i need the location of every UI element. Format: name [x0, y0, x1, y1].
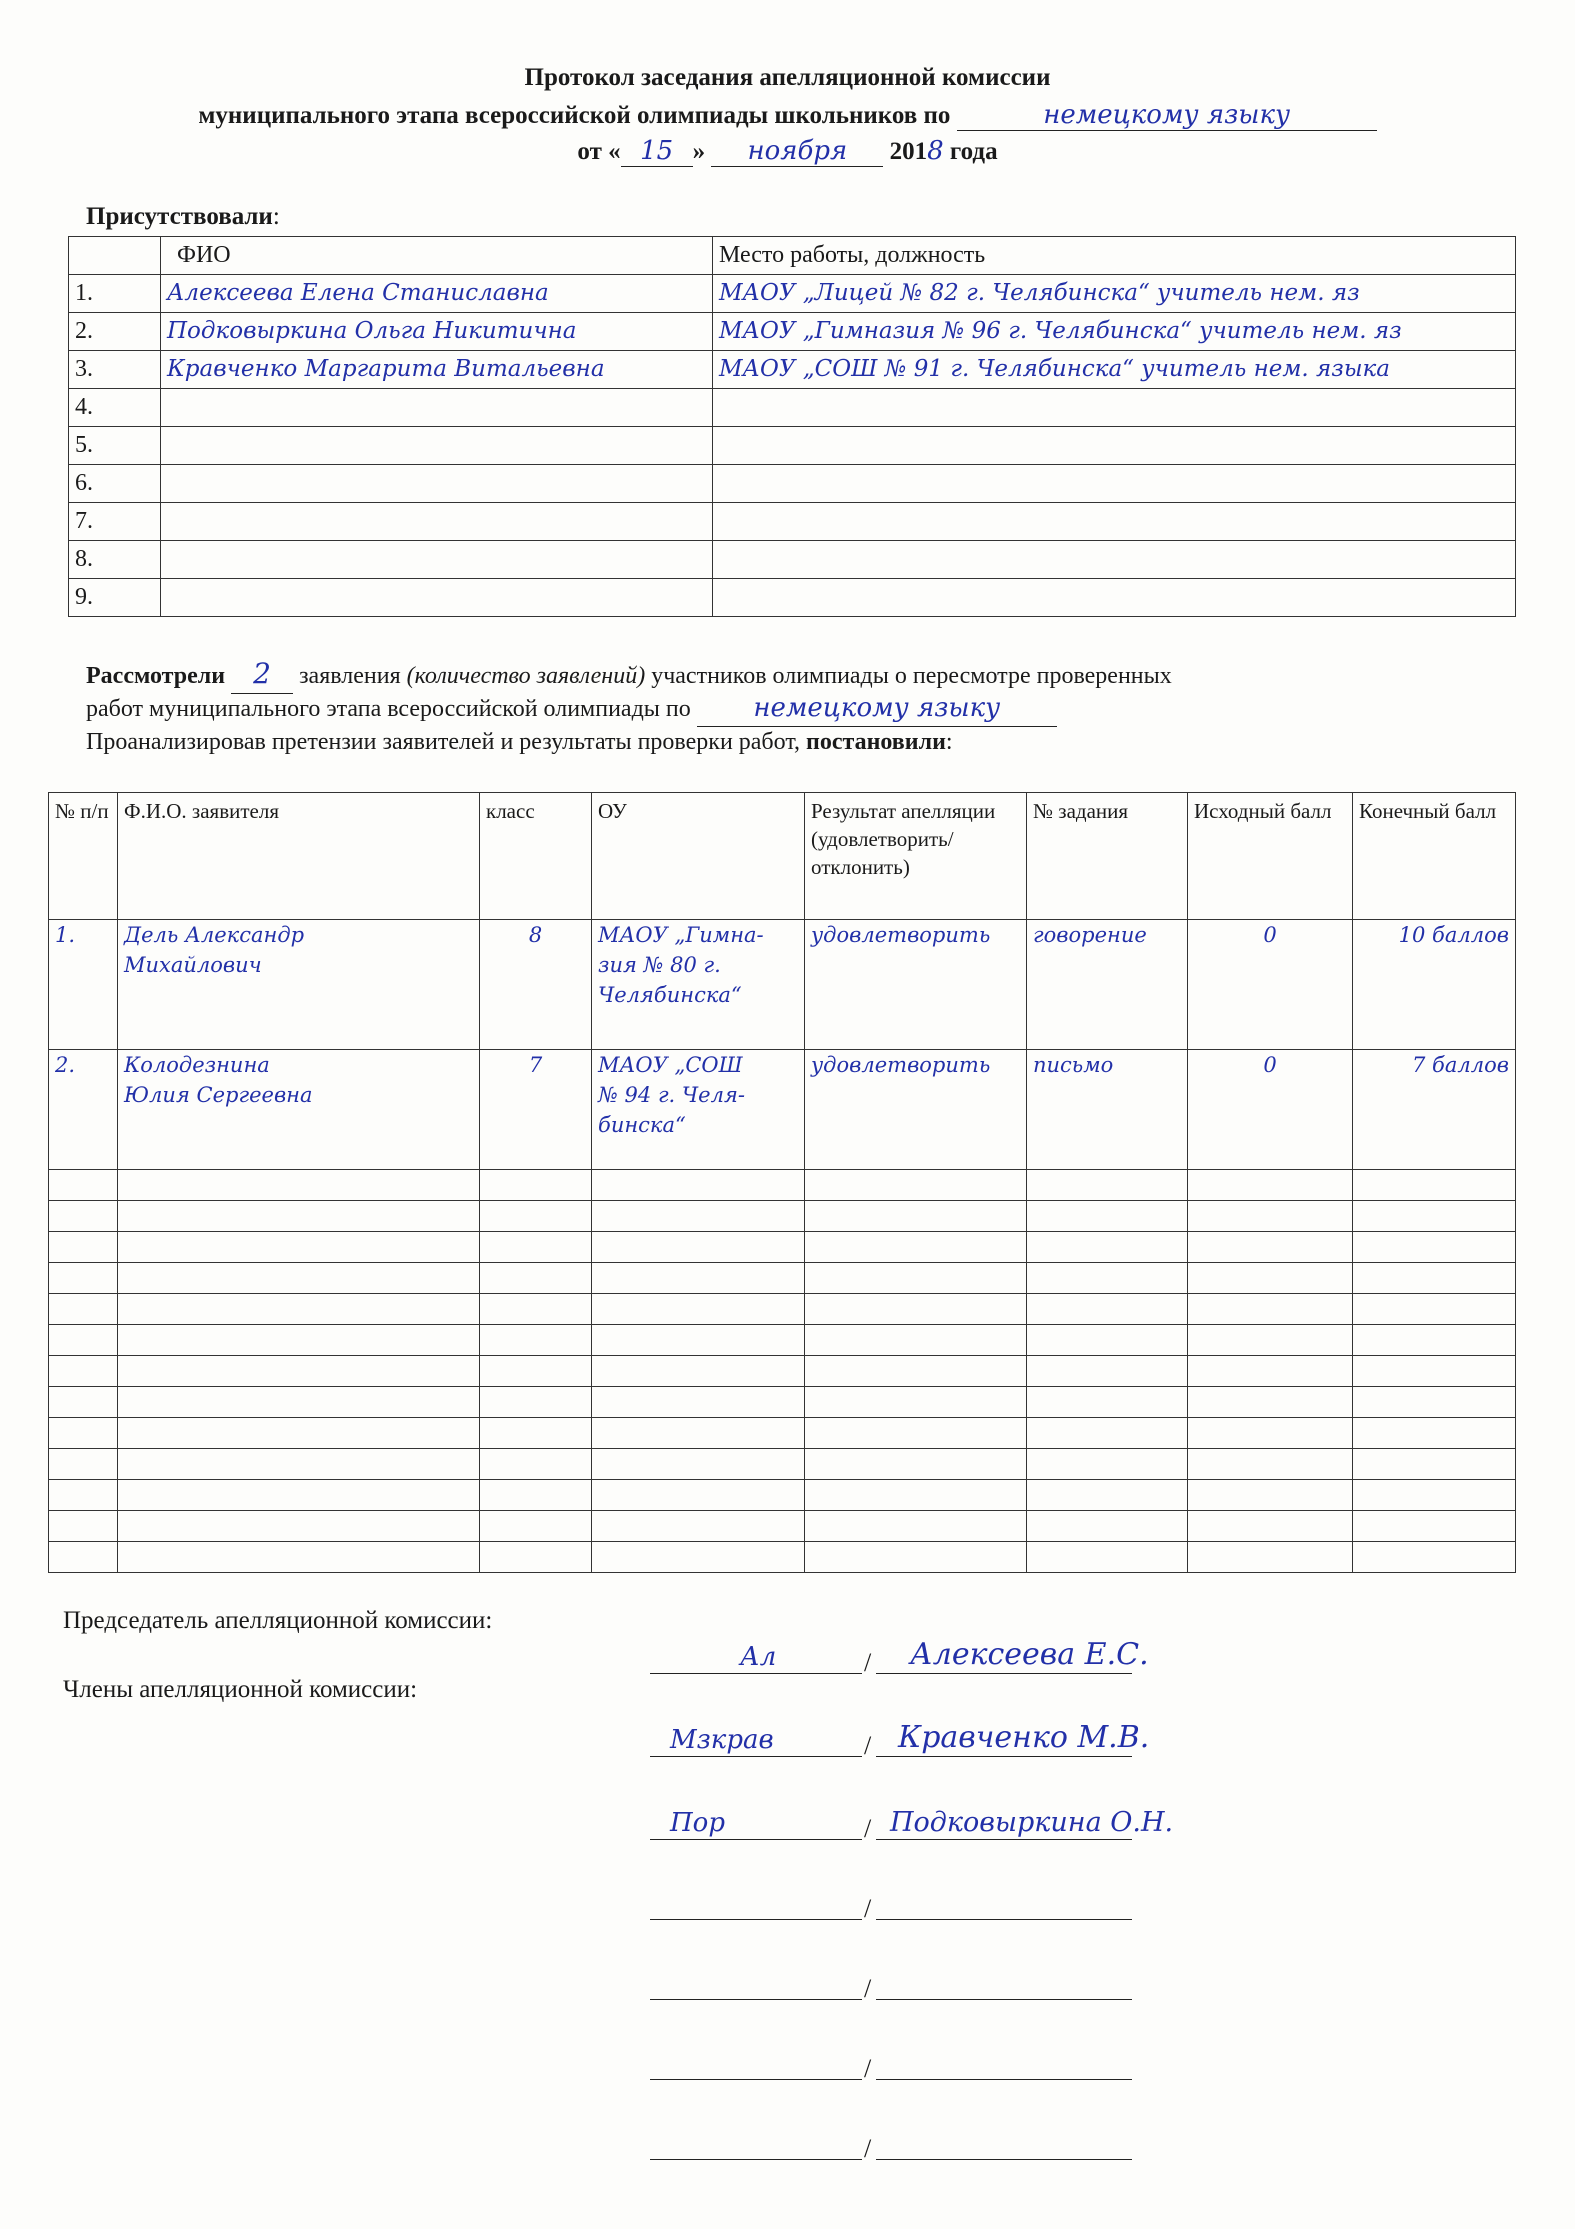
date-mid: » — [692, 138, 706, 165]
appeal-task-value: говорение — [1033, 923, 1147, 947]
appeal-empty-row — [49, 1449, 1516, 1480]
considered-line-2 — [86, 691, 1057, 727]
appeal-school-line: зия № 80 г. — [598, 953, 721, 977]
present-row-num: 4. — [69, 389, 161, 427]
present-table — [68, 236, 1516, 617]
present-row — [69, 427, 1516, 465]
present-header-place: Место работы, должность — [713, 237, 1516, 275]
count-handwritten: 2 — [253, 657, 271, 690]
appeals-header-fio: Ф.И.О. заявителя — [118, 793, 480, 920]
signature-line — [650, 2119, 862, 2160]
appeals-header-initial: Исходный балл — [1188, 793, 1353, 920]
appeal-school-line: МАОУ „Гимна- — [598, 923, 764, 947]
appeal-empty-row — [49, 1511, 1516, 1542]
present-row-fio — [161, 465, 713, 503]
present-row-num: 2. — [69, 313, 161, 351]
present-row-num: 9. — [69, 579, 161, 617]
present-heading — [86, 203, 280, 231]
appeal-initial — [1188, 920, 1353, 1050]
appeal-grade — [480, 1050, 592, 1170]
present-row-fio — [161, 579, 713, 617]
document-title: Протокол заседания апелляционной комиссии — [524, 64, 1051, 91]
signature-slash: / — [864, 1731, 872, 1760]
present-row — [69, 503, 1516, 541]
present-row-fio — [161, 503, 713, 541]
appeal-num — [49, 1050, 118, 1170]
appeal-task — [1027, 920, 1188, 1050]
appeal-empty-row — [49, 1232, 1516, 1263]
present-row-place: МАОУ „СОШ № 91 г. Челябинска“ учитель нем. языка — [713, 351, 1516, 389]
present-row-place — [713, 389, 1516, 427]
appeal-fio — [118, 920, 480, 1050]
appeal-school-line: Челябинска“ — [598, 983, 742, 1007]
considered-text1: заявления — [293, 663, 407, 689]
present-row-place — [713, 541, 1516, 579]
appeal-empty-row — [49, 1170, 1516, 1201]
members-label: Члены апелляционной комиссии: — [63, 1676, 418, 1703]
signature-row — [650, 2038, 1135, 2083]
appeal-num-value: 2. — [55, 1053, 76, 1077]
present-header-fio: ФИО — [161, 237, 713, 275]
appeal-school-line: бинска“ — [598, 1113, 686, 1137]
present-row — [69, 389, 1516, 427]
title-subject-prefix: муниципального этапа всероссийской олимпиады школьников по — [198, 102, 951, 129]
appeals-header-result: Результат апелляции (удовлетворить/ отклонить) — [805, 793, 1027, 920]
present-row — [69, 351, 1516, 389]
present-row-fio: Алексеева Елена Станиславна — [161, 275, 713, 313]
appeal-empty-row — [49, 1418, 1516, 1449]
appeal-empty-row — [49, 1542, 1516, 1573]
present-row-fio: Подковыркина Ольга Никитична — [161, 313, 713, 351]
present-row-num: 7. — [69, 503, 161, 541]
considered-line3-bold: постановили — [806, 729, 946, 755]
name-line — [876, 1959, 1132, 2000]
appeal-grade-value: 7 — [528, 1053, 543, 1077]
appeal-empty-row — [49, 1201, 1516, 1232]
appeal-task — [1027, 1050, 1188, 1170]
appeal-fio-line: Дель Александр — [124, 923, 305, 947]
considered-text1-tail: участников олимпиады о пересмотре проверенных — [645, 663, 1172, 689]
signature-mark: Мзкрав — [670, 1725, 774, 1755]
appeal-entry-row — [49, 920, 1516, 1050]
title-date-line — [0, 136, 1575, 167]
considered-text1-italic: (количество заявлений) — [406, 663, 646, 689]
signature-slash: / — [864, 1894, 872, 1923]
appeal-school — [592, 920, 805, 1050]
present-row-place — [713, 427, 1516, 465]
count-field — [231, 657, 293, 694]
signature-slash: / — [864, 2134, 872, 2163]
appeal-result-value: удовлетворить — [811, 1053, 991, 1077]
present-row-fio: Кравченко Маргарита Витальевна — [161, 351, 713, 389]
appeal-empty-row — [49, 1480, 1516, 1511]
signature-slash: / — [864, 1974, 872, 2003]
present-row-place — [713, 465, 1516, 503]
present-title-colon: : — [272, 203, 280, 230]
signature-row — [650, 1798, 1174, 1843]
appeal-school-line: № 94 г. Челя- — [598, 1083, 745, 1107]
present-row-place — [713, 503, 1516, 541]
signature-name: Алексеева Е.С. — [910, 1637, 1149, 1672]
present-row-num: 6. — [69, 465, 161, 503]
considered-line2-prefix: работ муниципального этапа всероссийской олимпиады по — [86, 696, 691, 722]
appeal-initial-value: 0 — [1263, 1053, 1277, 1077]
subject-field — [957, 100, 1377, 131]
present-row-place: МАОУ „Лицей № 82 г. Челябинска“ учитель нем. яз — [713, 275, 1516, 313]
present-row-fio — [161, 427, 713, 465]
present-row-place — [713, 579, 1516, 617]
considered-line-3 — [86, 725, 953, 759]
considered-line3: Проанализировав претензии заявителей и результаты проверки работ, — [86, 729, 807, 755]
present-row — [69, 579, 1516, 617]
appeals-header-grade: класс — [480, 793, 592, 920]
present-row-num: 5. — [69, 427, 161, 465]
signature-row — [650, 1878, 1135, 1923]
appeals-header-task: № задания — [1027, 793, 1188, 920]
present-row — [69, 465, 1516, 503]
appeal-result — [805, 1050, 1027, 1170]
present-title: Присутствовали — [86, 203, 273, 230]
title-subject-line — [0, 100, 1575, 131]
chair-label: Председатель апелляционной комиссии: — [63, 1607, 493, 1634]
signature-row — [650, 2118, 1135, 2163]
name-line — [876, 2039, 1132, 2080]
appeal-final-value: 10 баллов — [1398, 923, 1509, 947]
year-prefix: 201 — [889, 138, 928, 165]
appeal-fio-line: Юлия Сергеевна — [124, 1083, 313, 1107]
appeal-task-value: письмо — [1033, 1053, 1114, 1077]
signature-line — [650, 1959, 862, 2000]
appeal-fio-line: Михайлович — [124, 953, 262, 977]
appeal-grade-value: 8 — [528, 923, 543, 947]
appeal-final-value: 7 баллов — [1412, 1053, 1509, 1077]
appeals-header-num: № п/п — [49, 793, 118, 920]
appeal-empty-row — [49, 1263, 1516, 1294]
signature-row — [650, 1632, 1149, 1677]
present-header-row — [69, 237, 1516, 275]
appeal-fio — [118, 1050, 480, 1170]
appeal-initial — [1188, 1050, 1353, 1170]
present-row-num: 8. — [69, 541, 161, 579]
signature-row — [650, 1958, 1135, 2003]
present-row-fio — [161, 389, 713, 427]
signature-row — [650, 1715, 1150, 1760]
present-row — [69, 275, 1516, 313]
appeal-final — [1353, 920, 1516, 1050]
date-prefix: от « — [577, 138, 621, 165]
appeal-grade — [480, 920, 592, 1050]
signature-slash: / — [864, 1814, 872, 1843]
present-row-place: МАОУ „Гимназия № 96 г. Челябинска“ учитель нем. яз — [713, 313, 1516, 351]
appeal-school-line: МАОУ „СОШ — [598, 1053, 743, 1077]
name-line — [876, 2119, 1132, 2160]
year-handwritten: 8 — [927, 136, 944, 166]
appeal-school — [592, 1050, 805, 1170]
appeals-header-final: Конечный балл — [1353, 793, 1516, 920]
signature-name: Подковыркина О.Н. — [890, 1807, 1174, 1838]
signature-slash: / — [864, 2054, 872, 2083]
subject-handwritten: немецкому языку — [1043, 100, 1291, 130]
considered-subject-field — [697, 691, 1057, 727]
signature-line — [650, 2039, 862, 2080]
present-row-num: 3. — [69, 351, 161, 389]
appeals-table — [48, 792, 1516, 1573]
appeal-final — [1353, 1050, 1516, 1170]
appeal-empty-row — [49, 1356, 1516, 1387]
appeal-result — [805, 920, 1027, 1050]
signature-line — [650, 1879, 862, 1920]
appeal-empty-row — [49, 1325, 1516, 1356]
appeal-initial-value: 0 — [1263, 923, 1277, 947]
considered-lead: Рассмотрели — [86, 663, 226, 689]
appeal-result-value: удовлетворить — [811, 923, 991, 947]
present-row-num: 1. — [69, 275, 161, 313]
month-field — [711, 136, 883, 167]
signature-slash: / — [864, 1648, 872, 1677]
appeal-fio-line: Колодезнина — [124, 1053, 270, 1077]
year-suffix: года — [943, 138, 998, 165]
appeals-header-school: ОУ — [592, 793, 805, 920]
present-header-num — [69, 237, 161, 275]
present-row — [69, 313, 1516, 351]
considered-subject-handwritten: немецкому языку — [753, 693, 1001, 723]
appeal-entry-row — [49, 1050, 1516, 1170]
signature-mark: Ал — [740, 1642, 777, 1672]
name-line — [876, 1879, 1132, 1920]
month-handwritten: ноября — [747, 136, 848, 166]
present-row-fio — [161, 541, 713, 579]
appeal-empty-row — [49, 1387, 1516, 1418]
appeal-num — [49, 920, 118, 1050]
day-handwritten: 15 — [640, 136, 674, 166]
day-field — [621, 136, 693, 167]
appeals-header-row — [49, 793, 1516, 920]
present-row — [69, 541, 1516, 579]
considered-line3-tail: : — [945, 729, 953, 755]
appeal-empty-row — [49, 1294, 1516, 1325]
signature-mark: Пор — [670, 1808, 725, 1838]
appeal-num-value: 1. — [55, 923, 76, 947]
considered-line-1 — [86, 657, 1172, 694]
signature-name: Кравченко М.В. — [898, 1720, 1150, 1755]
